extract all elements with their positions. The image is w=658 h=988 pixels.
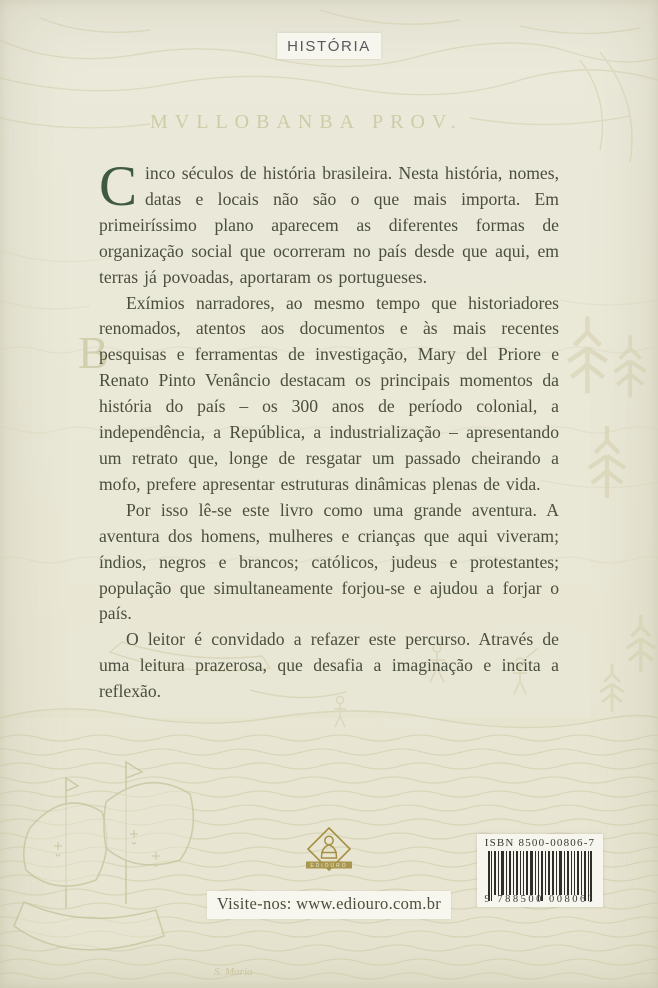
watermark-script-label: S. Maria bbox=[214, 966, 253, 978]
watermark-ship-icon bbox=[14, 762, 193, 950]
genre-label: HISTÓRIA bbox=[277, 33, 381, 59]
isbn-label: ISBN 8500-00806-7 bbox=[484, 837, 596, 849]
isbn-barcode bbox=[477, 834, 603, 907]
drop-cap: C bbox=[99, 155, 138, 218]
paragraph: O leitor é convidado a refazer este percurso. Através de uma leitura prazerosa, que desafia a imaginação e incita a reflexão. bbox=[99, 629, 559, 702]
paragraph: Exímios narradores, ao mesmo tempo que historiadores renomados, atentos aos documentos e às mais recentes pesquisas e ferramentas de investigação, Mary del Priore e Renato Pinto Venâncio destacam os principais momentos da história do país – os 300 anos de período colonial, a independência, a República, a industrialização – apresentando um retrato que, longe de resgatar um passado cheirando a mofo, prefere apresentar estruturas dinâmicas plenas de vida. bbox=[99, 292, 559, 494]
publisher-logo bbox=[304, 826, 354, 881]
watermark-map-title: MVLLOBANBA PROV. bbox=[150, 111, 463, 133]
ediouro-logo-icon bbox=[304, 826, 354, 876]
watermark-trees bbox=[568, 316, 655, 712]
paragraph-text: inco séculos de história brasileira. Nesta história, nomes, datas e locais não são o que mais importa. Em primeiríssimo plano aparecem as diferentes formas de organização social que ocorreram no país desde que aqui, em terras já povoadas, aportaram os portugueses. bbox=[99, 163, 559, 287]
watermark-letter-b: B bbox=[78, 327, 109, 378]
website-banner: Visite-nos: www.ediouro.com.br bbox=[207, 891, 451, 919]
paragraph: Por isso lê-se este livro como uma grande aventura. A aventura dos homens, mulheres e crianças que aqui viveram; índios, negros e brancos; católicos, judeus e protestantes; população que simultaneamente forjou-se e ajudou a forjar o país. bbox=[99, 499, 559, 624]
logo-banner-text: EDIOURO bbox=[310, 862, 348, 869]
paragraph bbox=[99, 155, 559, 291]
ean-digits: 9 788500 008061 bbox=[484, 894, 596, 905]
synopsis-text bbox=[99, 155, 559, 705]
